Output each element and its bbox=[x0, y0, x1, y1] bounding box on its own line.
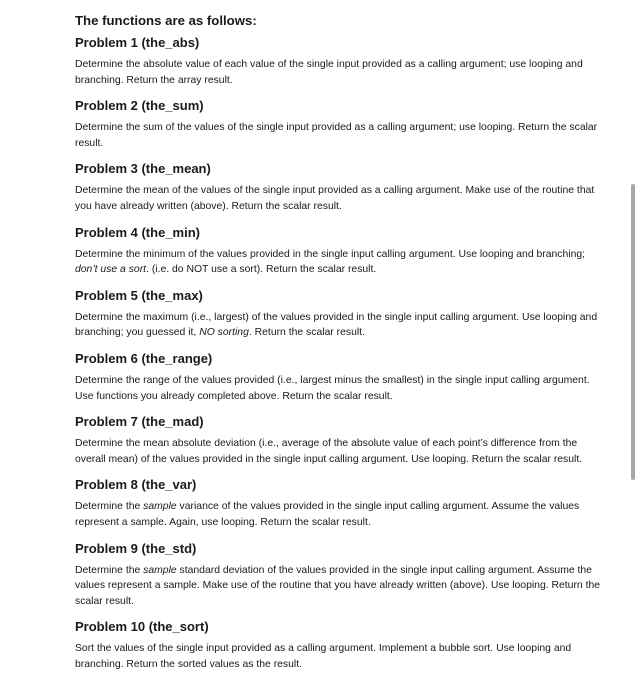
problem-4 bbox=[75, 225, 610, 278]
desc-text: Sort the values of the single input provided as a calling argument. Implement a bubble sort. Use looping and branching. Return the sorted values as the result. bbox=[75, 643, 572, 670]
problem-title: Problem 10 (the_sort) bbox=[75, 619, 209, 635]
problem-description bbox=[75, 499, 610, 530]
vertical-scrollbar[interactable] bbox=[631, 184, 635, 480]
problem-description bbox=[75, 436, 610, 467]
page-heading: The functions are as follows: bbox=[75, 13, 257, 28]
problem-10 bbox=[75, 619, 610, 672]
problem-title: Problem 4 (the_min) bbox=[75, 224, 200, 240]
desc-text: Determine the mean absolute deviation (i.e., average of the absolute value of each point’s difference from the overall mean) of the values provided in the single input calling argument. Use looping. Return the scalar result. bbox=[75, 438, 583, 465]
problem-1 bbox=[75, 35, 610, 88]
problem-description bbox=[75, 641, 610, 672]
desc-emphasis: sample bbox=[143, 501, 177, 513]
desc-text: Determine the sum of the values of the single input provided as a calling argument; use looping. Return the scalar result. bbox=[75, 122, 598, 149]
desc-emphasis: sample bbox=[143, 564, 177, 576]
problem-description bbox=[75, 183, 610, 214]
problem-description bbox=[75, 310, 610, 341]
problem-description bbox=[75, 120, 610, 151]
problem-title: Problem 9 (the_std) bbox=[75, 540, 197, 556]
desc-emphasis: don’t use a sort bbox=[75, 264, 147, 276]
problem-8 bbox=[75, 477, 610, 530]
desc-text: variance of the values provided in the single input calling argument. Assume the values represent a sample. Again, use looping. Return the scalar result. bbox=[75, 501, 580, 528]
problem-description bbox=[75, 373, 610, 404]
document-page bbox=[75, 12, 610, 682]
problem-title: Problem 5 (the_max) bbox=[75, 287, 203, 303]
problem-9 bbox=[75, 541, 610, 610]
problem-title: Problem 3 (the_mean) bbox=[75, 161, 211, 177]
desc-text: Determine the range of the values provided (i.e., largest minus the smallest) in the single input calling argument. Use functions you already completed above. Return the scalar result. bbox=[75, 374, 590, 402]
problem-description bbox=[75, 247, 610, 278]
desc-text: Determine the mean of the values of the single input provided as a calling argument. Make use of the routine that you have already written (above). Return the scalar result. bbox=[75, 185, 595, 212]
problem-title: Problem 7 (the_mad) bbox=[75, 414, 204, 430]
desc-text: Determine the absolute value of each value of the single input provided as a calling argument; use looping and branching. Return the array result. bbox=[75, 59, 583, 86]
desc-text: Determine the bbox=[75, 501, 144, 513]
problem-7 bbox=[75, 414, 610, 467]
desc-text: Determine the minimum of the values provided in the single input calling argument. Use looping and branching; bbox=[75, 248, 586, 260]
problem-2 bbox=[75, 98, 610, 151]
problem-description bbox=[75, 563, 610, 610]
desc-text: Determine the maximum (i.e., largest) of the values provided in the single input calling argument. Use looping and branching; you guessed it, bbox=[75, 311, 598, 339]
desc-text: . Return the scalar result. bbox=[248, 327, 365, 339]
problem-5 bbox=[75, 288, 610, 341]
desc-emphasis: NO sorting bbox=[199, 327, 249, 339]
problem-description bbox=[75, 57, 610, 88]
problem-title: Problem 1 (the_abs) bbox=[75, 35, 200, 50]
desc-text: standard deviation of the values provided in the single input calling argument. Assume the values represent a sample. Make use of the routine that you have already written (above). Use looping. Return the scalar result. bbox=[75, 564, 601, 607]
problem-title: Problem 8 (the_var) bbox=[75, 477, 197, 493]
problem-title: Problem 6 (the_range) bbox=[75, 350, 213, 366]
desc-text: . (i.e. do NOT use a sort). Return the scalar result. bbox=[146, 264, 377, 276]
desc-text: Determine the bbox=[75, 564, 144, 576]
problem-3 bbox=[75, 161, 610, 214]
problem-title: Problem 2 (the_sum) bbox=[75, 98, 204, 114]
problem-6 bbox=[75, 351, 610, 404]
